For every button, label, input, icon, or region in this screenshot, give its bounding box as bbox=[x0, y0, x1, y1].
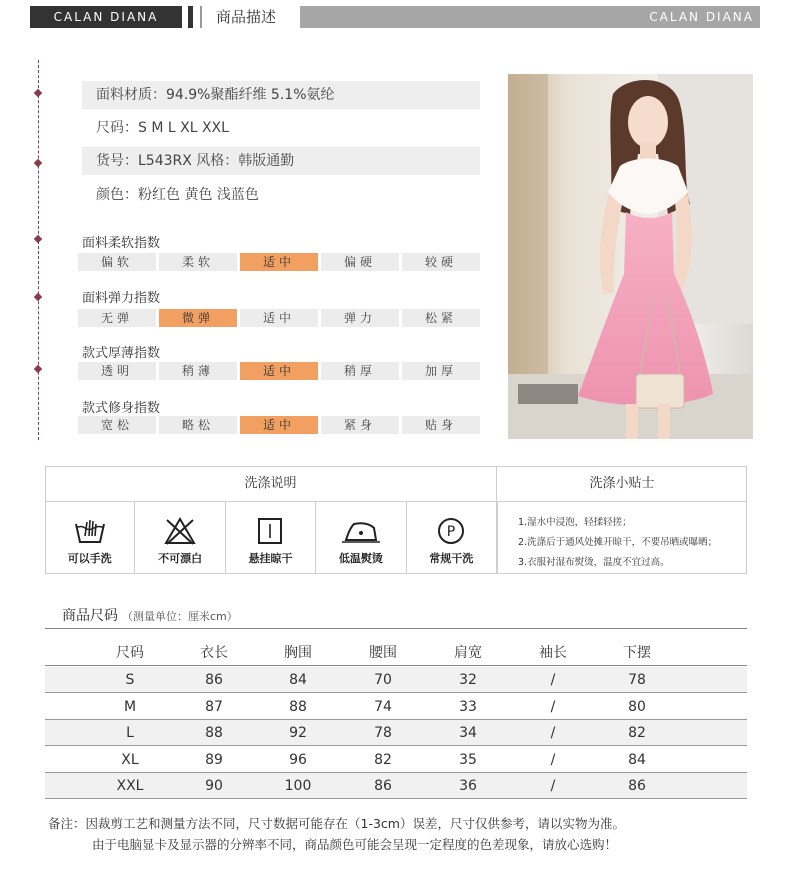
wash-tip: 3.衣服衬湿布熨烫，温度不宜过高。 bbox=[518, 557, 670, 568]
timeline-dot bbox=[34, 159, 42, 167]
svg-text:P: P bbox=[447, 524, 456, 540]
size-row bbox=[45, 720, 747, 746]
index-option: 适中 bbox=[240, 309, 318, 327]
size-cell: / bbox=[550, 672, 556, 688]
size-cell: / bbox=[550, 725, 556, 742]
product-photo bbox=[508, 74, 753, 439]
wash-tip: 1.湿水中浸泡，轻揉轻搓； bbox=[518, 517, 632, 528]
size-header-cell: 袖长 bbox=[539, 645, 567, 661]
size-cell: 100 bbox=[284, 778, 312, 795]
index-option: 贴身 bbox=[402, 416, 480, 434]
size-cell: 36 bbox=[459, 778, 477, 795]
index-option: 稍薄 bbox=[159, 362, 237, 380]
info-row: 货号：L543RX 风格：韩版通勤 bbox=[82, 147, 480, 175]
size-cell: 80 bbox=[628, 698, 646, 715]
wash-symbol bbox=[407, 502, 497, 574]
size-cell: 86 bbox=[628, 778, 646, 795]
size-cell: 92 bbox=[289, 725, 307, 742]
size-header-cell: 衣长 bbox=[200, 645, 228, 661]
wash-divider bbox=[497, 502, 498, 574]
size-cell: XL bbox=[121, 751, 139, 768]
size-cell: 32 bbox=[459, 672, 477, 688]
size-cell: 70 bbox=[374, 672, 392, 688]
size-cell: 33 bbox=[459, 698, 477, 715]
size-row bbox=[45, 694, 747, 720]
size-cell: 88 bbox=[289, 698, 307, 715]
size-table-top-line bbox=[45, 628, 747, 629]
size-cell: 86 bbox=[205, 672, 223, 688]
wash-symbol bbox=[135, 502, 225, 574]
wash-tip: 2.洗涤后于通风处摊开晾干，不要吊晒或曝晒； bbox=[518, 537, 718, 548]
header-divider bbox=[188, 6, 193, 28]
timeline-dot bbox=[34, 89, 42, 97]
index-scale bbox=[78, 416, 480, 434]
wash-symbol-label: 低温熨烫 bbox=[338, 552, 383, 565]
index-option: 略松 bbox=[159, 416, 237, 434]
size-title-text: 商品尺码 bbox=[62, 608, 118, 624]
size-row bbox=[45, 773, 747, 799]
index-option: 偏硬 bbox=[321, 253, 399, 271]
size-cell: 82 bbox=[374, 751, 392, 768]
index-option: 柔软 bbox=[159, 253, 237, 271]
size-cell: 78 bbox=[374, 725, 392, 742]
timeline-dot bbox=[34, 235, 42, 243]
index-title: 款式修身指数 bbox=[82, 401, 161, 416]
index-title: 款式厚薄指数 bbox=[82, 346, 161, 361]
index-option: 稍厚 bbox=[321, 362, 399, 380]
index-title: 面料柔软指数 bbox=[82, 236, 161, 251]
size-cell: 90 bbox=[205, 778, 223, 795]
size-cell: 84 bbox=[628, 751, 646, 768]
info-row: 颜色：粉红色 黄色 浅蓝色 bbox=[96, 187, 259, 203]
wash-symbol bbox=[45, 502, 135, 574]
size-header-cell: 肩宽 bbox=[454, 645, 482, 661]
size-header-row bbox=[45, 640, 747, 666]
size-row bbox=[45, 667, 747, 693]
index-option: 较硬 bbox=[402, 253, 480, 271]
size-cell: 78 bbox=[628, 672, 646, 688]
wash-symbol bbox=[226, 502, 316, 574]
size-cell: / bbox=[550, 698, 556, 715]
timeline-dot bbox=[34, 293, 42, 301]
size-cell: 74 bbox=[374, 698, 392, 715]
timeline-decoration bbox=[38, 60, 39, 440]
section-title: 商品描述 bbox=[216, 8, 277, 26]
index-option: 偏软 bbox=[78, 253, 156, 271]
index-option: 松紧 bbox=[402, 309, 480, 327]
size-cell: 96 bbox=[289, 751, 307, 768]
wash-symbol-label: 不可漂白 bbox=[158, 552, 203, 565]
size-cell: L bbox=[126, 725, 134, 742]
size-cell: M bbox=[123, 698, 137, 715]
wash-symbol bbox=[316, 502, 406, 574]
index-option-selected: 适中 bbox=[240, 253, 318, 271]
info-row: 尺码：S M L XL XXL bbox=[96, 120, 229, 136]
size-header-cell: 腰围 bbox=[369, 645, 397, 661]
size-cell: 87 bbox=[205, 698, 223, 715]
index-scale bbox=[78, 253, 480, 271]
wash-symbol-label: 可以手洗 bbox=[67, 552, 112, 565]
index-title: 面料弹力指数 bbox=[82, 291, 161, 306]
size-table-title bbox=[62, 605, 238, 625]
wash-symbol-label: 常规干洗 bbox=[429, 552, 474, 565]
size-cell: 35 bbox=[459, 751, 477, 768]
note-line-2: 由于电脑显卡及显示器的分辨率不同，商品颜色可能会呈现一定程度的色差现象，请放心选购！ bbox=[92, 837, 618, 852]
size-cell: / bbox=[550, 778, 556, 795]
wash-tips-title: 洗涤小贴士 bbox=[497, 466, 747, 502]
index-option: 无弹 bbox=[78, 309, 156, 327]
note-line-1: 备注：因裁剪工艺和测量方法不同，尺寸数据可能存在（1-3cm）误差，尺寸仅供参考，请以实物为准。 bbox=[48, 816, 625, 831]
size-row bbox=[45, 747, 747, 773]
size-cell: 34 bbox=[459, 725, 477, 742]
wash-symbol-label: 悬挂晾干 bbox=[248, 552, 293, 565]
size-header-cell: 胸围 bbox=[284, 645, 312, 661]
size-cell: 88 bbox=[205, 725, 223, 742]
model-illustration bbox=[508, 74, 753, 439]
size-cell: 82 bbox=[628, 725, 646, 742]
size-cell: 89 bbox=[205, 751, 223, 768]
size-header-cell: 尺码 bbox=[116, 645, 144, 661]
wash-instructions-title: 洗涤说明 bbox=[45, 466, 497, 502]
index-scale bbox=[78, 309, 480, 327]
size-cell: 86 bbox=[374, 778, 392, 795]
size-cell: / bbox=[550, 751, 556, 768]
info-row: 面料材质：94.9%聚酯纤维 5.1%氨纶 bbox=[82, 81, 480, 109]
index-option: 宽松 bbox=[78, 416, 156, 434]
brand-left: CALAN DIANA bbox=[30, 6, 182, 28]
wash-tips bbox=[518, 513, 743, 573]
index-option: 紧身 bbox=[321, 416, 399, 434]
index-option: 加厚 bbox=[402, 362, 480, 380]
size-cell: S bbox=[125, 672, 135, 688]
size-cell: XXL bbox=[116, 778, 144, 795]
index-option-selected: 适中 bbox=[240, 416, 318, 434]
index-option: 透明 bbox=[78, 362, 156, 380]
size-cell: 84 bbox=[289, 672, 307, 688]
size-header-cell: 下摆 bbox=[623, 645, 651, 661]
brand-right: CALAN DIANA bbox=[300, 6, 760, 28]
header-divider-thin bbox=[200, 6, 202, 28]
index-option-selected: 适中 bbox=[240, 362, 318, 380]
size-unit-text: （测量单位：厘米cm） bbox=[122, 610, 238, 623]
index-scale bbox=[78, 362, 480, 380]
index-option-selected: 微弹 bbox=[159, 309, 237, 327]
index-option: 弹力 bbox=[321, 309, 399, 327]
timeline-dot bbox=[34, 365, 42, 373]
